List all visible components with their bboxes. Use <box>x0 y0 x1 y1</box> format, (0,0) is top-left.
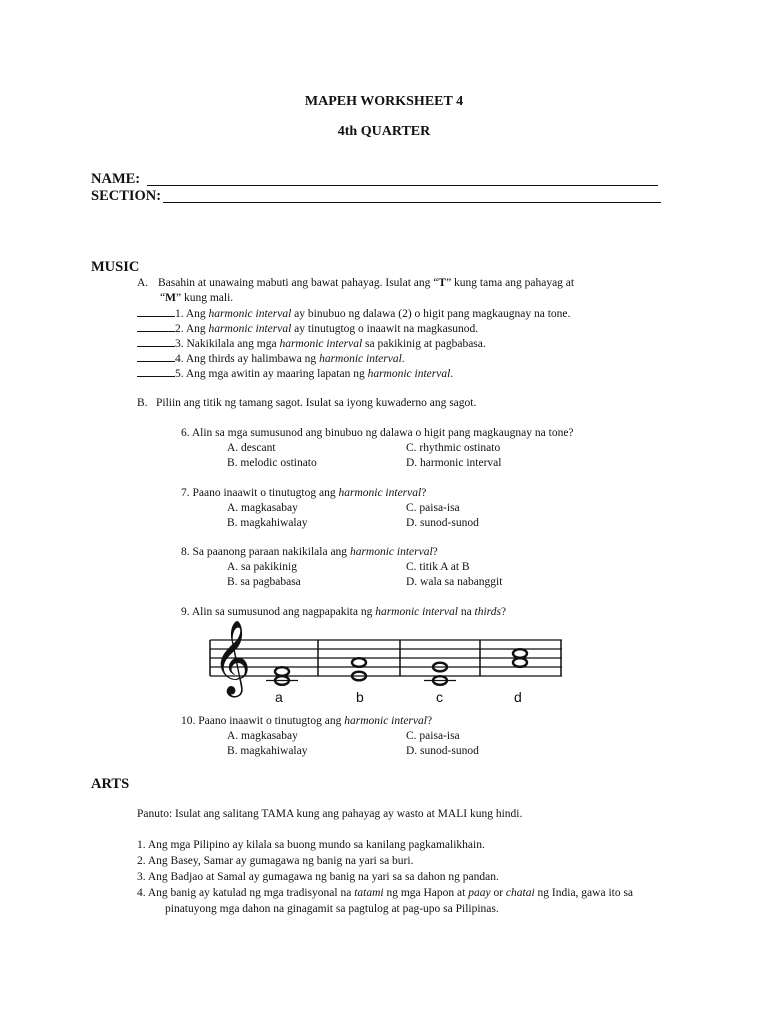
q7-choice-c: C. paisa-isa <box>406 502 460 514</box>
option-label-d: d <box>514 689 522 705</box>
q8-choice-c: C. titik A at B <box>406 561 470 573</box>
q8-choice-d: D. wala sa nabanggit <box>406 576 503 588</box>
worksheet-title: MAPEH WORKSHEET 4 <box>304 94 464 109</box>
q7-choice-d: D. sunod-sunod <box>406 517 479 529</box>
section-line[interactable] <box>163 202 661 203</box>
arts-item-4-line2: pinatuyong mga dahon na ginagamit sa pagtulog at pag-upo sa Pilipinas. <box>165 903 499 915</box>
true-false-item-4: 4. Ang thirds ay halimbawa ng harmonic interval. <box>137 352 405 365</box>
part-a-label: A. <box>137 277 149 289</box>
arts-instruction: Panuto: Isulat ang salitang TAMA kung ang pahayag ay wasto at MALI kung hindi. <box>137 808 523 820</box>
true-false-item-5: 5. Ang mga awitin ay maaring lapatan ng harmonic interval. <box>137 367 453 380</box>
q6-choice-a: A. descant <box>227 442 276 454</box>
q7-choice-a: A. magkasabay <box>227 502 298 514</box>
option-label-b: b <box>356 689 364 705</box>
q10-choice-b: B. magkahiwalay <box>227 745 308 757</box>
staff-lines <box>210 640 562 676</box>
q6-choice-b: B. melodic ostinato <box>227 457 317 469</box>
section-label: SECTION: <box>91 188 162 204</box>
arts-item-3: 3. Ang Badjao at Samal ay gumagawa ng banig na yari sa sa dahon ng pandan. <box>137 871 499 883</box>
q10-choice-a: A. magkasabay <box>227 730 298 742</box>
arts-item-2: 2. Ang Basey, Samar ay gumagawa ng banig na yari sa buri. <box>137 855 414 867</box>
arts-heading: ARTS <box>91 776 130 792</box>
chord-b <box>352 658 366 680</box>
arts-item-4: 4. Ang banig ay katulad ng mga tradisyonal na tatami ng mga Hapon at paay or chatai ng India, gawa ito sa <box>137 887 634 899</box>
worksheet-subtitle: 4th QUARTER <box>337 124 431 139</box>
question-7: 7. Paano inaawit o tinutugtog ang harmonic interval? <box>181 487 427 499</box>
name-label: NAME: <box>91 171 141 187</box>
arts-item-1: 1. Ang mga Pilipino ay kilala sa buong mundo sa kanilang pagkamalikhain. <box>137 839 485 851</box>
question-8: 8. Sa paanong paraan nakikilala ang harmonic interval? <box>181 546 438 558</box>
q8-choice-b: B. sa pagbabasa <box>227 576 301 588</box>
answer-blank[interactable] <box>137 337 175 347</box>
q6-choice-d: D. harmonic interval <box>406 457 502 469</box>
part-b-instruction: Piliin ang titik ng tamang sagot. Isulat sa iyong kuwaderno ang sagot. <box>156 397 477 409</box>
answer-blank[interactable] <box>137 352 175 362</box>
q8-choice-a: A. sa pakikinig <box>227 561 297 573</box>
question-10: 10. Paano inaawit o tinutugtog ang harmonic interval? <box>181 715 433 727</box>
q6-choice-c: C. rhythmic ostinato <box>406 442 501 454</box>
treble-clef-icon: 𝄞 <box>213 621 251 695</box>
true-false-item-2: 2. Ang harmonic interval ay tinutugtog o inaawit na magkasunod. <box>137 322 478 335</box>
music-heading: MUSIC <box>91 259 140 275</box>
option-label-a: a <box>275 689 283 705</box>
true-false-item-3: 3. Nakikilala ang mga harmonic interval sa pakikinig at pagbabasa. <box>137 337 486 350</box>
answer-blank[interactable] <box>137 367 175 377</box>
part-b-label: B. <box>137 397 148 409</box>
q10-choice-c: C. paisa-isa <box>406 730 460 742</box>
chord-c <box>424 663 456 685</box>
part-a-instruction-line2: “M” kung mali. <box>160 292 234 304</box>
true-false-item-1: 1. Ang harmonic interval ay binubuo ng dalawa (2) o higit pang magkaugnay na tone. <box>137 307 570 320</box>
question-6: 6. Alin sa mga sumusunod ang binubuo ng dalawa o higit pang magkaugnay na tone? <box>181 427 574 439</box>
answer-blank[interactable] <box>137 322 175 332</box>
answer-blank[interactable] <box>137 307 175 317</box>
name-line[interactable] <box>147 185 658 186</box>
part-a-instruction-line1: Basahin at unawaing mabuti ang bawat pahayag. Isulat ang “T” kung tama ang pahayag at <box>158 277 575 289</box>
question-9: 9. Alin sa sumusunod ang nagpapakita ng harmonic interval na thirds? <box>181 606 507 618</box>
q10-choice-d: D. sunod-sunod <box>406 745 479 757</box>
q7-choice-b: B. magkahiwalay <box>227 517 308 529</box>
option-label-c: c <box>436 689 443 705</box>
